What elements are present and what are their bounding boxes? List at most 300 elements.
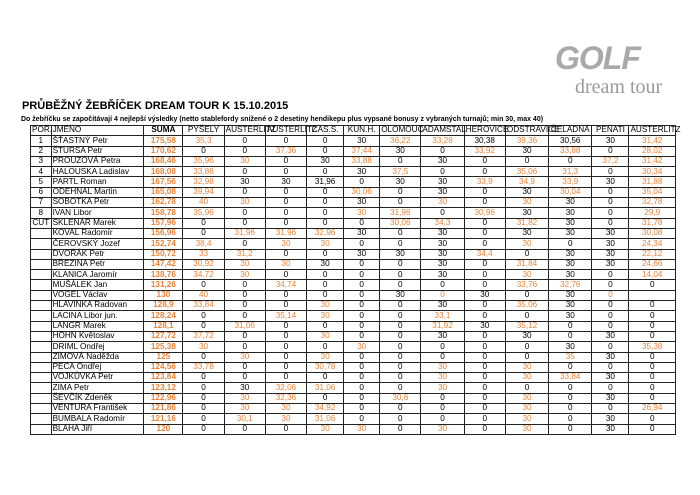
total-cell: 125,38 (144, 342, 183, 352)
score-cell: 30 (505, 424, 548, 434)
column-header: OLOMOUC (381, 125, 424, 135)
score-cell: 0 (592, 404, 629, 414)
score-cell: 30 (224, 259, 265, 269)
score-cell: 0 (344, 373, 380, 383)
total-cell: 128,24 (144, 311, 183, 321)
player-name-cell: SKLENÁŘ Marek (51, 218, 144, 228)
score-cell: 30 (421, 301, 464, 311)
score-cell: 31,92 (421, 321, 464, 331)
score-cell: 30 (505, 404, 548, 414)
score-cell: 0 (380, 259, 421, 269)
score-cell: 0 (592, 167, 629, 177)
score-cell: 30,1 (224, 414, 265, 424)
total-cell: 128,9 (144, 301, 183, 311)
total-cell: 125 (144, 352, 183, 362)
score-cell: 0 (224, 290, 265, 300)
score-cell: 0 (505, 156, 548, 166)
rank-cell (31, 414, 52, 424)
score-cell: 0 (307, 167, 344, 177)
total-cell: 127,72 (144, 331, 183, 341)
score-cell: 0 (592, 146, 629, 156)
score-cell: 0 (380, 239, 421, 249)
score-cell: 33 (183, 249, 224, 259)
score-cell: 24,66 (629, 259, 676, 269)
player-name-cell: LACINA Libor jun. (51, 311, 144, 321)
score-cell: 0 (307, 146, 344, 156)
score-cell: 33,92 (464, 146, 505, 156)
score-cell: 40 (183, 290, 224, 300)
player-name-cell: MUŠÁLEK Jan (51, 280, 144, 290)
score-cell: 33,76 (505, 280, 548, 290)
score-cell: 0 (265, 187, 306, 197)
score-cell: 0 (307, 208, 344, 218)
total-cell: 124,56 (144, 362, 183, 372)
player-name-cell: HLAVINKA Radovan (51, 301, 144, 311)
table-row (31, 362, 676, 372)
score-cell: 39,94 (183, 187, 224, 197)
score-cell: 0 (344, 259, 380, 269)
rank-cell: 1 (31, 136, 52, 146)
score-cell: 0 (183, 321, 224, 331)
player-name-cell: PARTL Roman (51, 177, 144, 187)
player-name-cell: BŘEZINA Petr (51, 259, 144, 269)
player-name-cell: ODEHNAL Martin (51, 187, 144, 197)
score-cell: 0 (629, 393, 676, 403)
score-cell: 30 (505, 198, 548, 208)
score-cell: 0 (629, 362, 676, 372)
player-name-cell: ZÍMOVÁ Naděžda (51, 352, 144, 362)
score-cell: 30 (592, 136, 629, 146)
score-cell: 0 (464, 301, 505, 311)
score-cell: 0 (505, 290, 548, 300)
score-cell: 0 (183, 373, 224, 383)
rank-cell (31, 321, 52, 331)
player-name-cell: ZIMA Petr (51, 383, 144, 393)
score-cell: 30 (505, 414, 548, 424)
score-cell: 0 (505, 352, 548, 362)
golf-dream-tour-logo (545, 40, 675, 110)
score-cell: 0 (464, 167, 505, 177)
score-cell: 0 (629, 383, 676, 393)
table-row (31, 218, 676, 228)
table-row (31, 136, 676, 146)
total-cell: 158,78 (144, 208, 183, 218)
score-cell: 0 (421, 352, 464, 362)
score-cell: 31,42 (629, 156, 676, 166)
rank-cell (31, 228, 52, 238)
score-cell: 0 (592, 321, 629, 331)
score-cell: 26,94 (629, 404, 676, 414)
score-cell: 34,92 (307, 404, 344, 414)
score-cell: 0 (307, 321, 344, 331)
score-cell: 31,06 (224, 321, 265, 331)
score-cell: 30,06 (344, 187, 380, 197)
score-cell: 30 (505, 393, 548, 403)
score-cell: 30,92 (183, 259, 224, 269)
score-cell: 0 (224, 208, 265, 218)
score-cell: 0 (307, 249, 344, 259)
player-name-cell: DRIML Ondřej (51, 342, 144, 352)
table-row (31, 352, 676, 362)
score-cell: 0 (592, 280, 629, 290)
score-cell: 30 (549, 311, 592, 321)
table-row (31, 146, 676, 156)
table-row (31, 424, 676, 434)
score-cell: 0 (549, 239, 592, 249)
score-cell: 33,9 (464, 177, 505, 187)
score-cell: 0 (464, 383, 505, 393)
rank-cell: 3 (31, 156, 52, 166)
column-header: ČELADNÁ (549, 126, 592, 136)
score-cell: 30 (464, 290, 505, 300)
player-name-cell: IVAN Libor (51, 208, 144, 218)
score-cell: 30 (344, 198, 380, 208)
score-cell: 0 (629, 331, 676, 341)
score-cell: 35,06 (505, 167, 548, 177)
score-cell: 30 (505, 373, 548, 383)
score-cell: 33,78 (183, 362, 224, 372)
score-cell: 37,5 (380, 167, 421, 177)
score-cell: 31,2 (224, 249, 265, 259)
table-body (31, 136, 676, 435)
score-cell: 0 (380, 342, 421, 352)
score-cell: 38,4 (183, 239, 224, 249)
score-cell: 0 (380, 362, 421, 372)
score-cell: 0 (265, 362, 306, 372)
score-cell: 31,96 (224, 228, 265, 238)
total-cell: 152,74 (144, 239, 183, 249)
player-name-cell: HÖHN Květoslav (51, 331, 144, 341)
rank-cell (31, 383, 52, 393)
score-cell: 30 (307, 424, 344, 434)
score-cell: 35,96 (183, 156, 224, 166)
score-cell: 0 (344, 331, 380, 341)
score-cell: 30 (592, 352, 629, 362)
score-cell: 30 (505, 228, 548, 238)
rank-cell: 8 (31, 208, 52, 218)
player-name-cell: ŠŤASTNÝ Petr (51, 136, 144, 146)
score-cell: 31,96 (380, 208, 421, 218)
score-cell: 0 (224, 280, 265, 290)
score-cell: 0 (421, 290, 464, 300)
score-cell: 0 (421, 393, 464, 403)
score-cell: 30 (592, 228, 629, 238)
score-cell: 0 (464, 404, 505, 414)
score-cell: 0 (464, 352, 505, 362)
score-cell: 30 (421, 373, 464, 383)
rank-cell (31, 424, 52, 434)
total-cell: 147,42 (144, 259, 183, 269)
table-row (31, 383, 676, 393)
total-cell: 123,84 (144, 373, 183, 383)
score-cell: 30 (549, 301, 592, 311)
player-name-cell: ŠTURSA Petr (51, 146, 144, 156)
score-cell: 30 (307, 239, 344, 249)
score-cell: 0 (464, 424, 505, 434)
table-row (31, 270, 676, 280)
total-cell: 121,16 (144, 414, 183, 424)
score-cell: 0 (265, 373, 306, 383)
total-cell: 157,96 (144, 218, 183, 228)
score-cell: 37,2 (592, 156, 629, 166)
score-cell: 32,78 (629, 198, 676, 208)
score-cell: 0 (265, 136, 306, 146)
score-cell: 0 (464, 228, 505, 238)
score-cell: 0 (344, 239, 380, 249)
score-cell: 30 (592, 424, 629, 434)
score-cell: 32,36 (265, 393, 306, 403)
score-cell: 30 (549, 208, 592, 218)
score-cell: 30 (592, 414, 629, 424)
score-cell: 32,96 (307, 228, 344, 238)
score-cell: 30 (592, 331, 629, 341)
total-cell: 165,08 (144, 187, 183, 197)
score-cell: 0 (344, 177, 380, 187)
score-cell: 0 (183, 228, 224, 238)
column-header: AUSTERLITZ (630, 125, 681, 135)
score-cell: 30,08 (629, 228, 676, 238)
player-name-cell: DVOŘÁK Petr (51, 249, 144, 259)
score-cell: 0 (344, 414, 380, 424)
score-cell: 0 (592, 362, 629, 372)
table-header-row (31, 126, 676, 136)
score-cell: 30 (265, 404, 306, 414)
table-row (31, 208, 676, 218)
score-cell: 30 (344, 424, 380, 434)
total-cell: 170,62 (144, 146, 183, 156)
score-cell: 31,06 (307, 383, 344, 393)
score-cell: 30 (549, 249, 592, 259)
score-cell: 31,78 (629, 218, 676, 228)
score-cell: 0 (307, 198, 344, 208)
score-cell: 30 (380, 146, 421, 156)
score-cell: 30 (592, 249, 629, 259)
score-cell: 14,04 (629, 270, 676, 280)
score-cell: 30 (549, 270, 592, 280)
score-cell: 0 (421, 208, 464, 218)
score-cell: 0 (224, 239, 265, 249)
player-name-cell: HALOUSKA Ladislav (51, 167, 144, 177)
score-cell: 0 (307, 393, 344, 403)
score-cell: 0 (549, 362, 592, 372)
total-cell: 175,58 (144, 136, 183, 146)
score-cell: 0 (380, 331, 421, 341)
score-cell: 0 (224, 362, 265, 372)
score-cell: 32,76 (549, 280, 592, 290)
score-cell: 31,3 (549, 167, 592, 177)
column-header: HEŘOVICE (465, 125, 509, 135)
score-cell: 30 (265, 239, 306, 249)
column-header: POŘ. (32, 125, 53, 135)
score-cell: 30 (549, 228, 592, 238)
score-cell: 36,22 (380, 136, 421, 146)
score-cell: 0 (380, 352, 421, 362)
score-cell: 35,3 (183, 136, 224, 146)
score-cell: 0 (549, 321, 592, 331)
score-cell: 32,06 (265, 383, 306, 393)
score-cell: 30 (380, 290, 421, 300)
score-cell: 0 (307, 290, 344, 300)
page-title: PRŮBĚŽNÝ ŽEBŘÍČEK DREAM TOUR K 15.10.2015 (22, 100, 289, 112)
score-cell: 0 (464, 187, 505, 197)
score-cell: 0 (307, 342, 344, 352)
score-cell: 30 (224, 352, 265, 362)
score-cell: 30 (224, 156, 265, 166)
score-cell: 0 (344, 218, 380, 228)
score-cell: 0 (505, 342, 548, 352)
score-cell: 30 (380, 177, 421, 187)
rank-cell (31, 290, 52, 300)
score-cell: 33,88 (344, 156, 380, 166)
rank-cell (31, 301, 52, 311)
score-cell: 0 (183, 393, 224, 403)
score-cell: 30 (549, 218, 592, 228)
score-cell: 30 (549, 259, 592, 269)
score-cell: 0 (380, 321, 421, 331)
column-header: PYŠELY (183, 126, 224, 136)
score-cell: 0 (592, 208, 629, 218)
total-cell: 138,76 (144, 270, 183, 280)
score-cell: 0 (592, 290, 629, 300)
score-cell: 30 (421, 424, 464, 434)
player-name-cell: PROUZOVÁ Petra (51, 156, 144, 166)
score-cell: 0 (307, 270, 344, 280)
player-name-cell: BLAHA Jiří (51, 424, 144, 434)
score-cell: 22,12 (629, 249, 676, 259)
table-row (31, 280, 676, 290)
column-header: AUSTERLITZ (266, 125, 317, 135)
score-cell: 30 (421, 259, 464, 269)
score-cell: 30 (307, 331, 344, 341)
score-cell: 0 (307, 280, 344, 290)
score-cell: 0 (629, 301, 676, 311)
column-header: SUMA (144, 126, 183, 136)
score-cell: 0 (344, 311, 380, 321)
score-cell: 0 (549, 393, 592, 403)
score-cell: 33,88 (549, 146, 592, 156)
score-cell: 30 (464, 321, 505, 331)
score-cell: 30 (224, 270, 265, 280)
score-cell: 0 (265, 352, 306, 362)
score-cell: 0 (224, 424, 265, 434)
score-cell: 0 (265, 156, 306, 166)
score-cell: 0 (224, 146, 265, 156)
score-cell: 0 (265, 424, 306, 434)
score-cell: 0 (265, 321, 306, 331)
score-cell: 0 (629, 311, 676, 321)
player-name-cell: SOBOTKA Petr (51, 198, 144, 208)
column-header: CAS.S. (307, 126, 344, 136)
score-cell: 0 (307, 187, 344, 197)
table-row (31, 249, 676, 259)
rank-cell (31, 239, 52, 249)
score-cell: 0 (183, 311, 224, 321)
score-cell: 30 (265, 259, 306, 269)
score-cell: 30 (421, 239, 464, 249)
column-header: PEŇATI (592, 126, 629, 136)
column-header: JMÉNO (51, 126, 144, 136)
table-row (31, 321, 676, 331)
score-cell: 37,72 (183, 331, 224, 341)
score-cell: 30 (224, 393, 265, 403)
rank-cell (31, 342, 52, 352)
score-cell: 0 (505, 249, 548, 259)
score-cell: 30 (592, 373, 629, 383)
score-cell: 31,84 (505, 259, 548, 269)
player-name-cell: PECA Ondřej (51, 362, 144, 372)
table-row (31, 198, 676, 208)
score-cell: 30 (224, 404, 265, 414)
score-cell: 34,74 (265, 280, 306, 290)
score-cell: 0 (592, 270, 629, 280)
table-row (31, 301, 676, 311)
score-cell: 30 (344, 167, 380, 177)
score-cell: 0 (464, 259, 505, 269)
score-cell: 30,38 (464, 136, 505, 146)
score-cell: 0 (421, 167, 464, 177)
score-cell: 30 (505, 362, 548, 372)
score-cell: 0 (307, 373, 344, 383)
score-cell: 0 (183, 404, 224, 414)
score-cell: 0 (380, 280, 421, 290)
score-cell: 30 (421, 249, 464, 259)
score-cell: 30 (344, 228, 380, 238)
score-cell: 30 (421, 156, 464, 166)
score-cell: 0 (464, 239, 505, 249)
score-cell: 0 (380, 156, 421, 166)
table-row (31, 373, 676, 383)
score-cell: 0 (224, 187, 265, 197)
score-cell: 30 (307, 352, 344, 362)
total-cell: 156,96 (144, 228, 183, 238)
score-cell: 0 (629, 424, 676, 434)
score-cell: 0 (380, 187, 421, 197)
score-cell: 35 (549, 352, 592, 362)
score-cell: 0 (421, 342, 464, 352)
score-cell: 30 (421, 270, 464, 280)
total-cell: 123,12 (144, 383, 183, 393)
player-name-cell: KOVAL Radomír (51, 228, 144, 238)
column-header: KUN.H. (344, 126, 380, 136)
rank-cell (31, 280, 52, 290)
score-cell: 0 (344, 301, 380, 311)
score-cell: 0 (344, 383, 380, 393)
score-cell: 30 (265, 177, 306, 187)
score-cell: 0 (344, 393, 380, 403)
score-cell: 0 (464, 156, 505, 166)
score-cell: 30 (265, 414, 306, 424)
total-cell: 162,78 (144, 198, 183, 208)
score-cell: 30 (307, 301, 344, 311)
score-cell: 0 (421, 404, 464, 414)
score-cell: 31,96 (307, 177, 344, 187)
score-cell: 0 (224, 167, 265, 177)
score-cell: 0 (549, 404, 592, 414)
column-header: ODSTRAVICE (506, 125, 560, 135)
player-name-cell: VOJKŮVKA Petr (51, 373, 144, 383)
score-cell: 0 (464, 414, 505, 424)
player-name-cell: ŠEVČÍK Zdeněk (51, 393, 144, 403)
score-cell: 0 (380, 270, 421, 280)
score-cell: 0 (344, 321, 380, 331)
score-cell: 30,78 (307, 362, 344, 372)
score-cell: 0 (380, 311, 421, 321)
score-cell: 30 (344, 249, 380, 259)
score-cell: 30 (380, 249, 421, 259)
score-cell: 30 (592, 239, 629, 249)
score-cell: 0 (629, 414, 676, 424)
score-cell: 0 (344, 352, 380, 362)
